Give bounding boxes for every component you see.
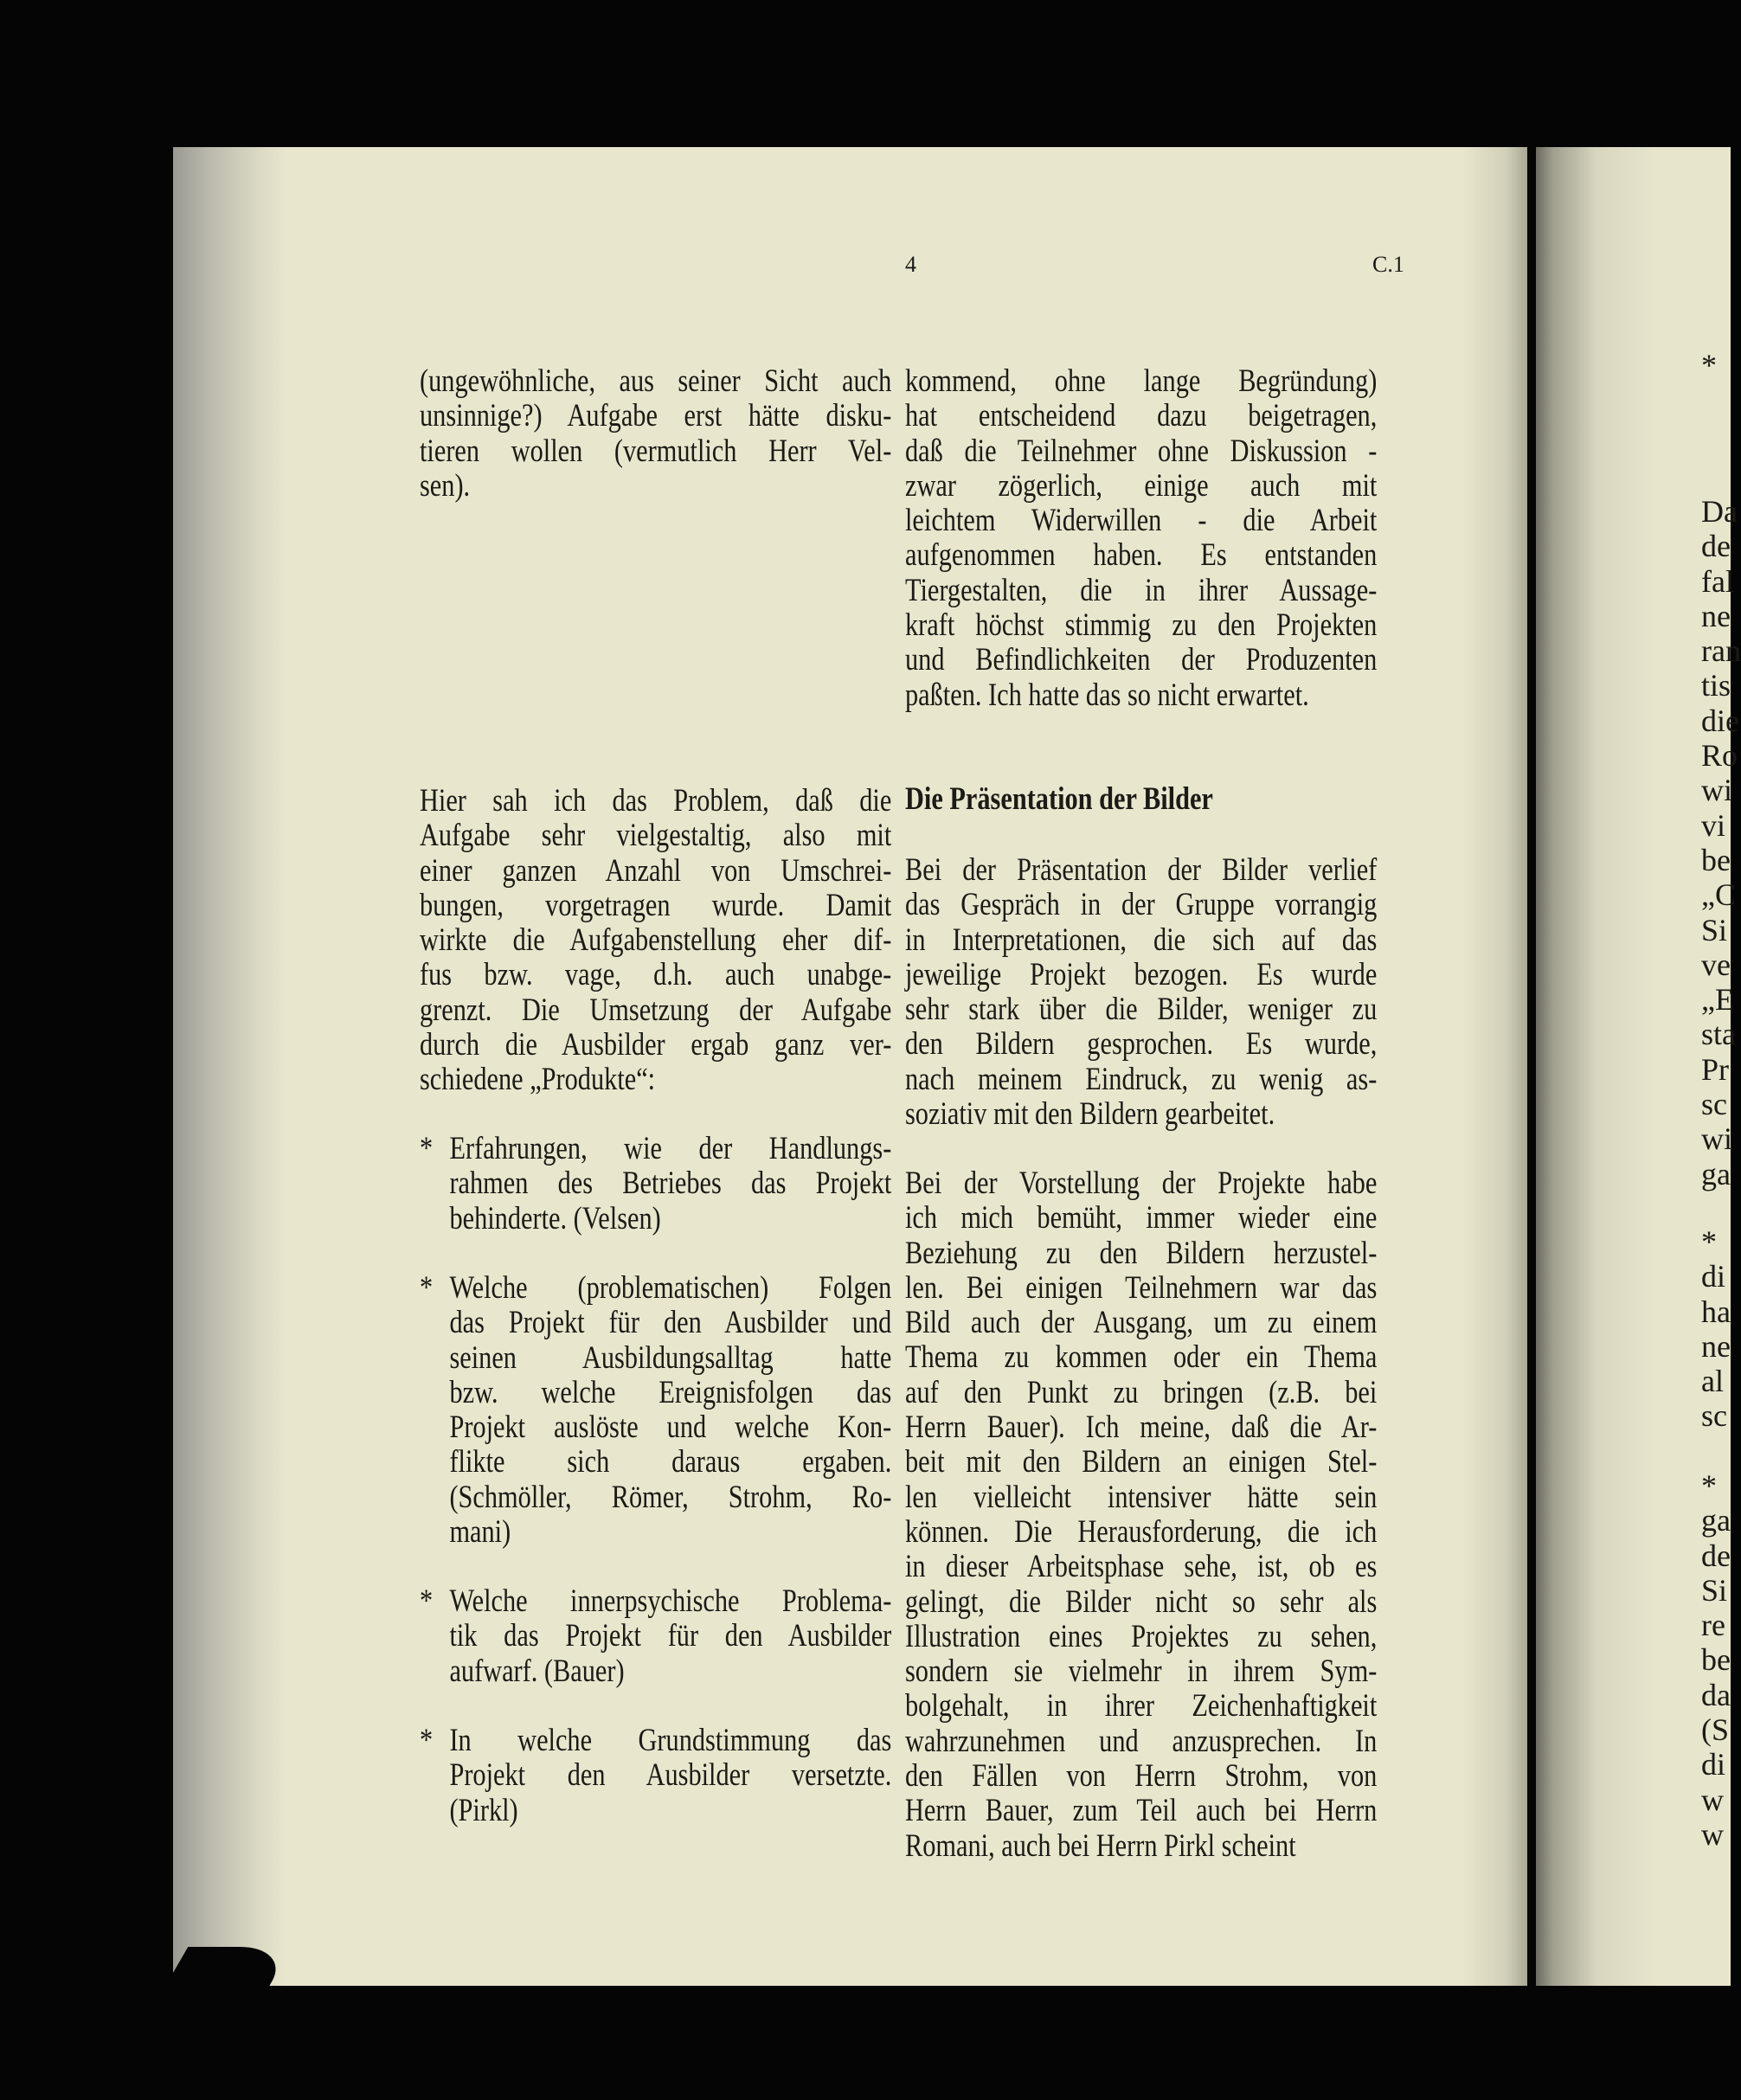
text-line: Tiergestalten, die in ihrer Aussage-: [905, 572, 1378, 608]
text-line: Da: [1701, 494, 1738, 529]
bullet-marker: *: [420, 1131, 434, 1166]
text-line: *: [1701, 1224, 1717, 1259]
text-line: Ro: [1701, 738, 1738, 774]
text-line: Illustration eines Projektes zu sehen,: [905, 1618, 1378, 1654]
text-line: Aufgabe sehr vielgestaltig, also mit: [420, 818, 892, 854]
bullet-marker: *: [420, 1583, 434, 1619]
text-line: den Bildern gesprochen. Es wurde,: [905, 1026, 1378, 1063]
text-line: di: [1701, 1747, 1726, 1782]
text-line: (Pirkl): [449, 1792, 518, 1828]
text-line: soziativ mit den Bildern gearbeitet.: [905, 1096, 1275, 1133]
text-line: (Schmöller, Römer, Strohm, Ro-: [449, 1479, 892, 1515]
text-line: di: [1701, 1259, 1726, 1294]
text-line: ga: [1701, 1156, 1731, 1191]
text-line: (S: [1701, 1712, 1730, 1748]
text-line: w: [1701, 1782, 1724, 1817]
text-line: fal: [1701, 563, 1734, 599]
text-line: sehr stark über die Bilder, weniger zu: [905, 992, 1378, 1028]
text-line: rahmen des Betriebes das Projekt: [449, 1166, 892, 1202]
text-line: Welche (problematischen) Folgen: [449, 1270, 892, 1306]
text-line: Welche innerpsychische Problema-: [449, 1583, 892, 1619]
text-line: in dieser Arbeitsphase sehe, ist, ob es: [905, 1549, 1378, 1585]
section-heading: [905, 782, 1377, 817]
text-line: paßten. Ich hatte das so nicht erwartet.: [905, 677, 1309, 713]
text-line: wi: [1701, 773, 1732, 808]
left-paragraph-1: [420, 364, 891, 504]
text-line: ha: [1701, 1294, 1731, 1329]
bullet-text: [449, 1584, 891, 1689]
text-line: be: [1701, 1642, 1731, 1678]
bullet-text: [449, 1132, 891, 1236]
text-line: be: [1701, 842, 1731, 877]
text-line: das Gespräch in der Gruppe vorrangig: [905, 887, 1378, 923]
text-line: leichtem Widerwillen - die Arbeit: [905, 503, 1378, 539]
bullet-item: [420, 1271, 891, 1550]
text-line: Bei der Präsentation der Bilder verlief: [905, 852, 1378, 888]
text-line: Bei der Vorstellung der Projekte habe: [905, 1166, 1378, 1201]
text-line: grenzt. Die Umsetzung der Aufgabe: [420, 992, 892, 1028]
text-line: wirkte die Aufgabenstellung eher dif-: [420, 922, 892, 959]
text-line: w: [1701, 1816, 1724, 1852]
text-line: sc: [1701, 1087, 1727, 1122]
text-line: das Projekt für den Ausbilder und: [449, 1305, 892, 1341]
text-line: können. Die Herausforderung, die ich: [905, 1513, 1378, 1550]
text-line: Herrn Bauer). Ich meine, daß die Ar-: [905, 1410, 1378, 1446]
text-line: ne: [1701, 1328, 1731, 1364]
text-line: daß die Teilnehmer ohne Diskussion -: [905, 433, 1378, 469]
text-line: de: [1701, 1538, 1731, 1573]
bullet-item: [420, 1584, 891, 1689]
text-line: ne: [1701, 598, 1731, 633]
text-line: bzw. welche Ereignisfolgen das: [449, 1374, 892, 1410]
text-line: zwar zögerlich, einige auch mit: [905, 467, 1378, 504]
text-line: fus bzw. vage, d.h. auch unabge-: [420, 957, 892, 993]
page-number: 4: [905, 252, 916, 277]
text-line: einer ganzen Anzahl von Umschrei-: [420, 852, 892, 889]
text-line: beit mit den Bildern an einigen Stel-: [905, 1444, 1378, 1480]
text-line: den Fällen von Herrn Strohm, von: [905, 1758, 1378, 1795]
text-line: (ungewöhnliche, aus seiner Sicht auch: [420, 363, 892, 399]
text-line: In welche Grundstimmung das: [449, 1723, 892, 1758]
text-line: tik das Projekt für den Ausbilder: [449, 1618, 892, 1654]
text-line: len vielleicht intensiver hätte sein: [905, 1479, 1378, 1515]
left-paragraph-2: [420, 784, 891, 1098]
text-line: und Befindlichkeiten der Produzenten: [905, 642, 1378, 678]
text-line: auf den Punkt zu bringen (z.B. bei: [905, 1374, 1378, 1410]
text-line: Bild auch der Ausgang, um zu einem: [905, 1305, 1378, 1341]
text-line: wahrzunehmen und anzusprechen. In: [905, 1723, 1378, 1759]
text-line: die: [1701, 703, 1739, 738]
text-line: Herrn Bauer, zum Teil auch bei Herrn: [905, 1793, 1378, 1829]
section-label: C.1: [1372, 252, 1404, 277]
bullet-text: [449, 1724, 891, 1828]
text-line: unsinnige?) Aufgabe erst hätte disku-: [420, 398, 892, 434]
text-line: nach meinem Eindruck, zu wenig as-: [905, 1061, 1378, 1097]
next-page-fragments-2: [1701, 1224, 1731, 1434]
text-line: mani): [449, 1514, 511, 1551]
right-paragraph-2: [905, 853, 1377, 1132]
text-line: ran: [1701, 633, 1741, 669]
text-line: sc: [1701, 1398, 1727, 1434]
text-line: len. Bei einigen Teilnehmern war das: [905, 1269, 1378, 1306]
text-line: hat entscheidend dazu beigetragen,: [905, 398, 1378, 434]
next-page-fragments-1: [1701, 494, 1741, 1191]
text-line: ga: [1701, 1503, 1731, 1538]
text-line: sen).: [420, 467, 471, 504]
text-line: Si: [1701, 1572, 1728, 1608]
text-line: ve: [1701, 947, 1731, 982]
text-line: kraft höchst stimmig zu den Projekten: [905, 607, 1378, 644]
text-line: Thema zu kommen oder ein Thema: [905, 1339, 1378, 1376]
text-line: seinen Ausbildungsalltag hatte: [449, 1339, 892, 1376]
text-line: Romani, auch bei Herrn Pirkl scheint: [905, 1827, 1296, 1864]
text-line: kommend, ohne lange Begründung): [905, 363, 1378, 399]
right-paragraph-1: [905, 364, 1377, 713]
text-line: durch die Ausbilder ergab ganz ver-: [420, 1027, 892, 1063]
text-line: jeweilige Projekt bezogen. Es wurde: [905, 956, 1378, 992]
text-line: bungen, vorgetragen wurde. Damit: [420, 887, 892, 923]
text-line: Beziehung zu den Bildern herzustel-: [905, 1235, 1378, 1271]
text-line: *: [1701, 1468, 1717, 1503]
text-line: bolgehalt, in ihrer Zeichenhaftigkeit: [905, 1688, 1378, 1724]
text-line: „E: [1701, 982, 1734, 1018]
text-line: Erfahrungen, wie der Handlungs-: [449, 1131, 892, 1166]
text-line: al: [1701, 1364, 1724, 1399]
text-line: de: [1701, 529, 1731, 564]
text-line: flikte sich daraus ergaben.: [449, 1444, 892, 1480]
text-line: gelingt, die Bilder nicht so sehr als: [905, 1583, 1378, 1620]
text-line: in Interpretationen, die sich auf das: [905, 922, 1378, 958]
text-line: behinderte. (Velsen): [449, 1200, 661, 1236]
bullet-item: [420, 1132, 891, 1236]
text-line: wi: [1701, 1121, 1732, 1157]
text-line: schiedene „Produkte“:: [420, 1062, 656, 1098]
text-line: Projekt auslöste und welche Kon-: [449, 1410, 892, 1446]
bullet-marker: *: [420, 1723, 434, 1758]
bullet-item: [420, 1724, 891, 1828]
heading-text: Die Präsentation der Bilder: [905, 781, 1213, 817]
text-line: sondern sie vielmehr in ihrem Sym-: [905, 1654, 1378, 1690]
next-page-marker: *: [1701, 348, 1717, 382]
next-page-fragments-3: [1701, 1468, 1731, 1852]
text-line: ich mich bemüht, immer wieder eine: [905, 1200, 1378, 1236]
text-line: Si: [1701, 912, 1728, 947]
book-page-right-partial: [1536, 147, 1741, 1986]
text-line: vi: [1701, 807, 1726, 843]
text-line: re: [1701, 1608, 1725, 1643]
text-line: sta: [1701, 1017, 1736, 1052]
text-line: da: [1701, 1677, 1731, 1712]
bullet-text: [449, 1271, 891, 1550]
text-line: „C: [1701, 877, 1736, 913]
text-line: tieren wollen (vermutlich Herr Vel-: [420, 433, 892, 469]
right-paragraph-3: [905, 1166, 1377, 1864]
text-line: Pr: [1701, 1051, 1730, 1087]
text-line: Projekt den Ausbilder versetzte.: [449, 1757, 892, 1794]
text-line: aufgenommen haben. Es entstanden: [905, 537, 1378, 574]
text-line: Hier sah ich das Problem, daß die: [420, 783, 892, 819]
bullet-marker: *: [420, 1270, 434, 1306]
text-line: aufwarf. (Bauer): [449, 1653, 625, 1689]
text-line: tis: [1701, 668, 1731, 703]
